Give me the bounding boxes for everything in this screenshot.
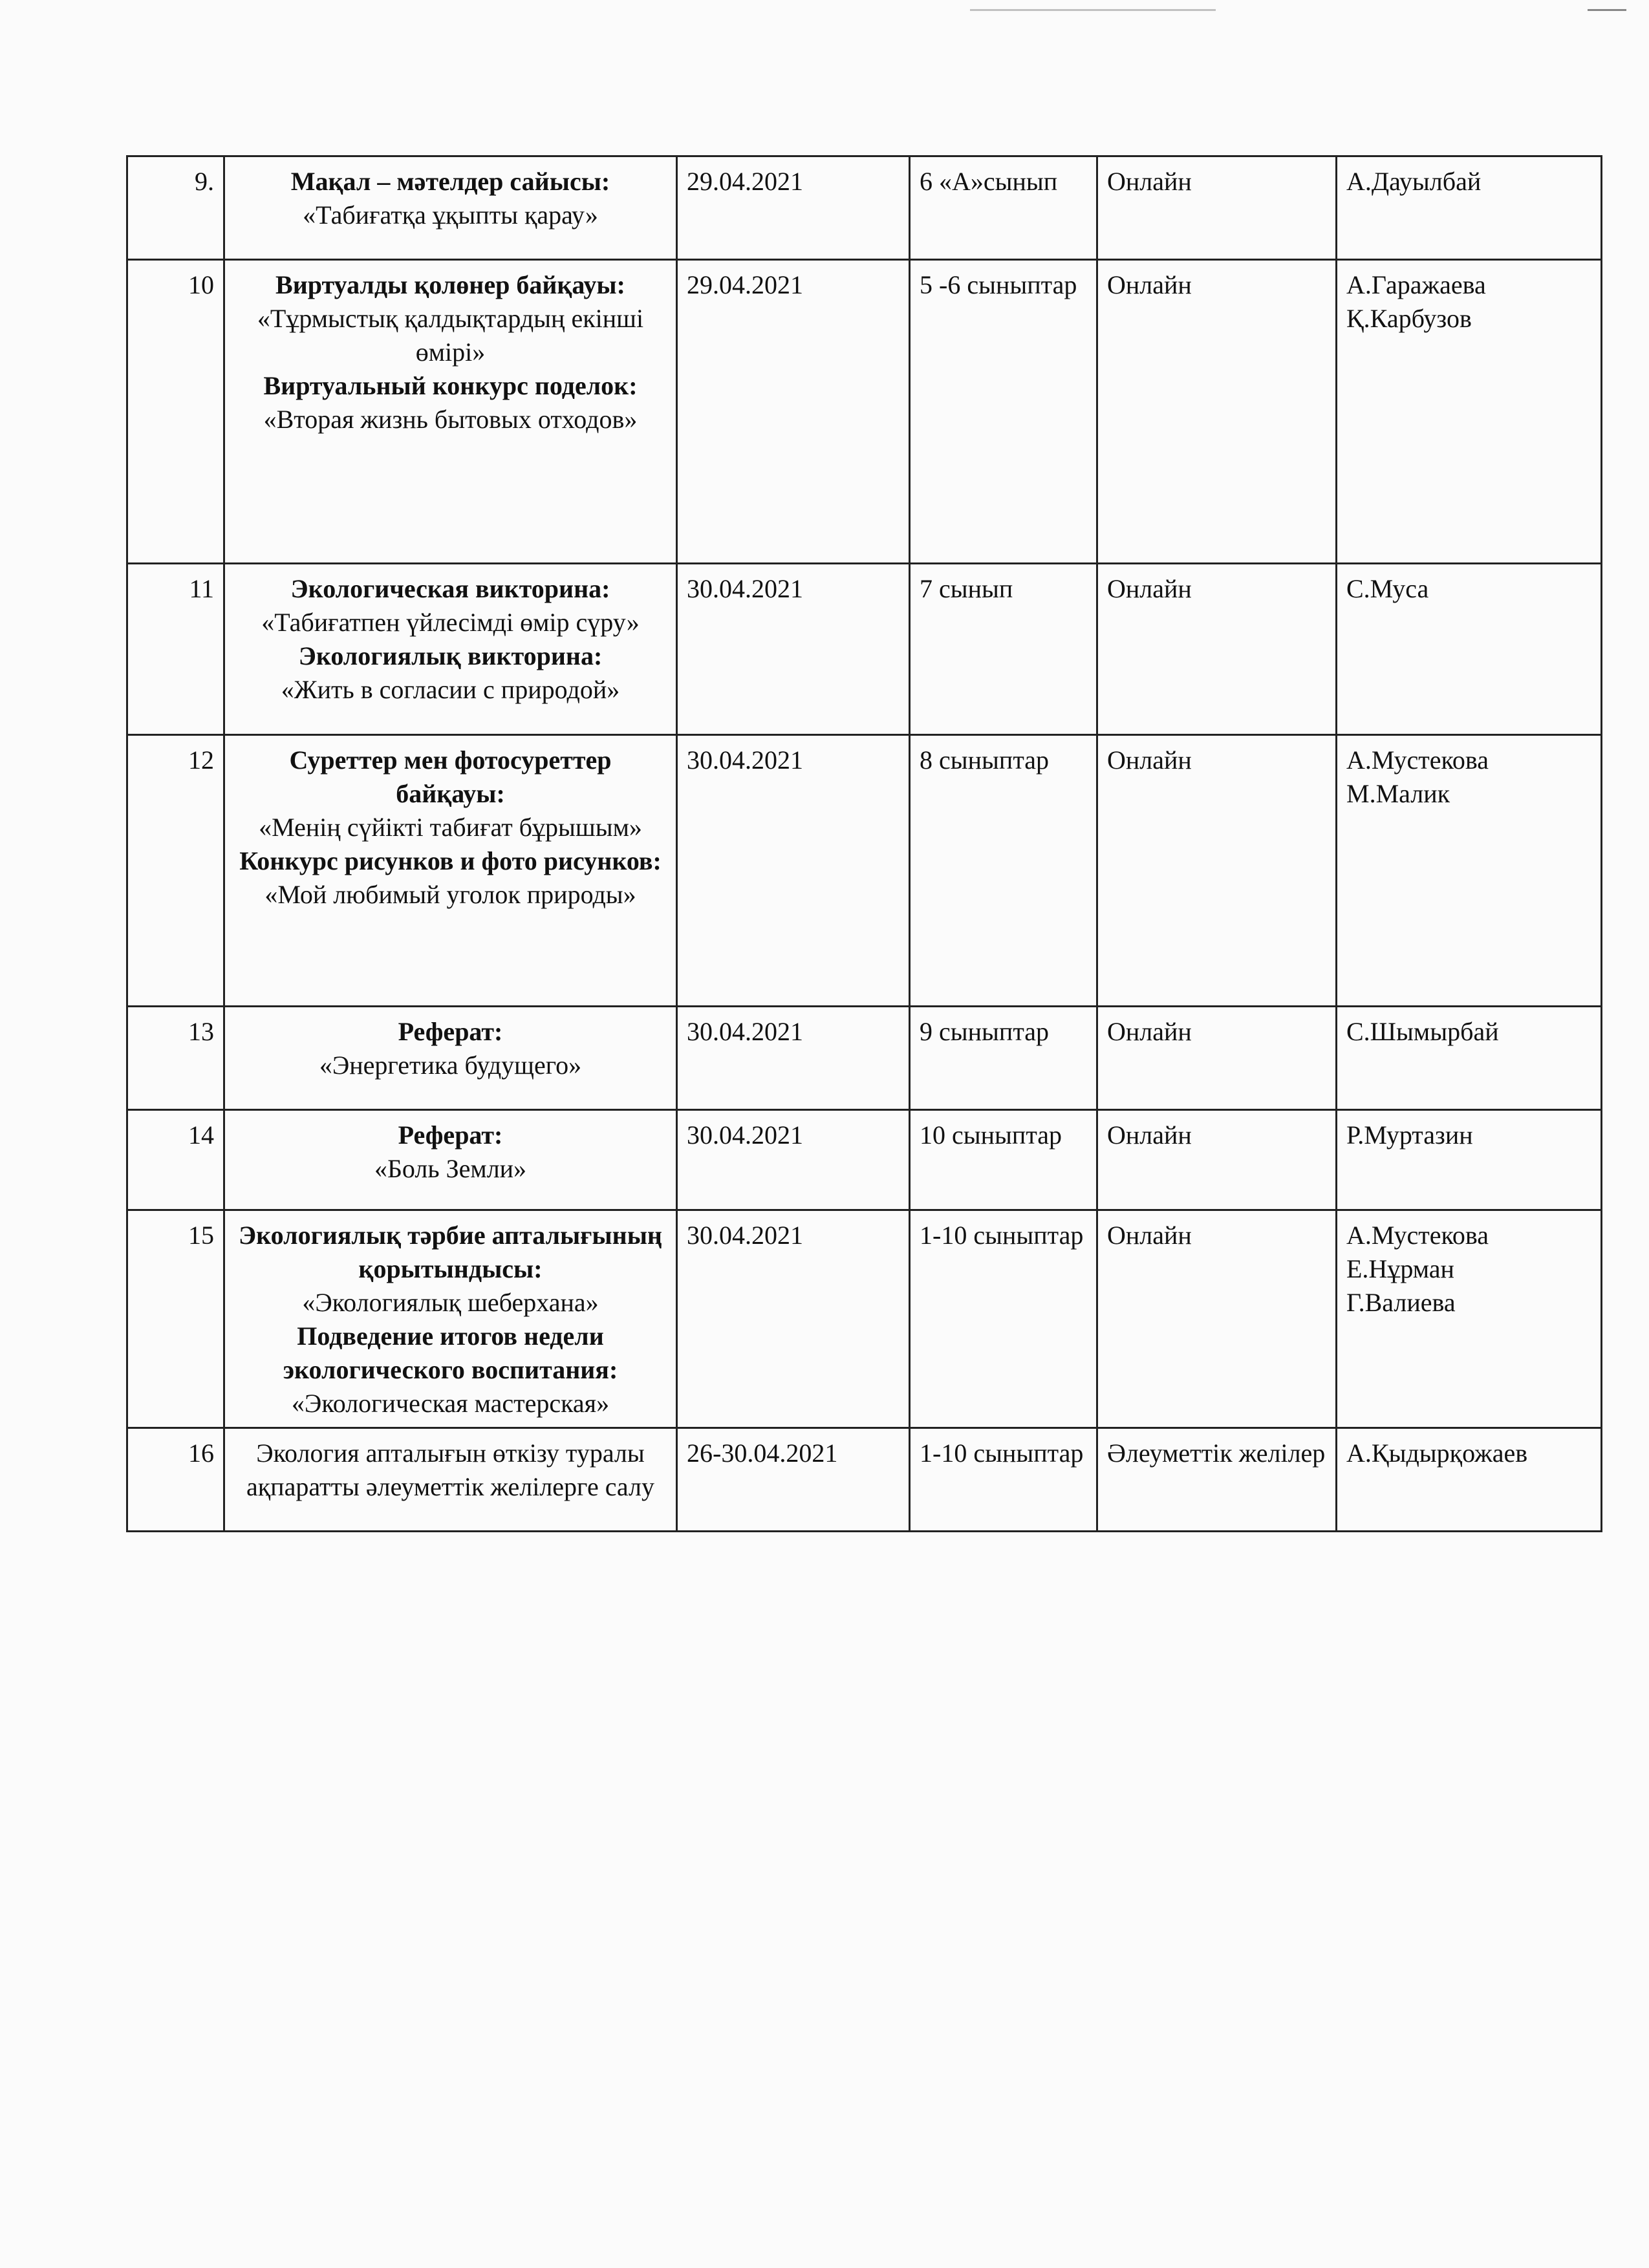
event-date: 30.04.2021 [687,1120,803,1150]
table-row [127,1210,1602,1428]
event-classes-cell [910,1110,1097,1210]
event-classes-cell [910,564,1097,735]
event-date: 30.04.2021 [687,1221,803,1250]
event-date-cell [677,1210,910,1428]
responsible-person: Г.Валиева [1346,1288,1456,1317]
event-title-cell [224,735,677,1007]
row-number: 16 [188,1439,214,1468]
row-number: 12 [188,745,214,775]
responsible-person: А.Қыдырқожаев [1346,1439,1528,1468]
event-date: 30.04.2021 [687,574,803,603]
event-heading: Виртуальный конкурс поделок: [263,371,638,400]
event-subtitle: «Менің сүйікті табиғат бұрышым» [259,813,642,842]
event-responsible-cell [1337,1007,1602,1110]
event-subtitle: «Тұрмыстық қалдықтардың екінші өмірі» [257,304,644,367]
event-responsible-cell [1337,564,1602,735]
event-date-cell [677,156,910,260]
event-subtitle: «Мой любимый уголок природы» [264,880,636,909]
event-format: Әлеуметтік желілер [1107,1439,1326,1468]
row-number-cell [127,564,224,735]
event-heading: Виртуалды қолөнер байқауы: [275,270,625,299]
event-responsible-cell [1337,1110,1602,1210]
event-classes-cell [910,1210,1097,1428]
responsible-person: Е.Нұрман [1346,1254,1454,1283]
event-responsible-cell [1337,1210,1602,1428]
event-date: 29.04.2021 [687,167,803,196]
event-title-cell [224,260,677,564]
table-row [127,735,1602,1007]
event-subtitle: «Жить в согласии с природой» [281,675,620,704]
scan-artifact [1588,9,1626,11]
event-format-cell [1097,156,1337,260]
event-date-cell [677,260,910,564]
event-date: 30.04.2021 [687,1017,803,1046]
event-format: Онлайн [1107,1017,1192,1046]
event-format: Онлайн [1107,1221,1192,1250]
event-heading: Реферат: [398,1017,503,1046]
event-subtitle: «Экологиялық шеберхана» [302,1288,599,1317]
responsible-person: С.Шымырбай [1346,1017,1499,1046]
event-format-cell [1097,1007,1337,1110]
event-title-cell [224,1007,677,1110]
event-heading: Экологическая викторина: [290,574,610,603]
event-subtitle: «Табиғатпен үйлесімді өмір сүру» [261,608,640,637]
event-classes-cell [910,735,1097,1007]
responsible-person: А.Гаражаева [1346,270,1486,299]
table-row [127,1110,1602,1210]
responsible-person: Р.Муртазин [1346,1120,1473,1150]
event-classes: 7 сынып [920,574,1013,603]
event-classes-cell [910,1007,1097,1110]
event-subtitle: «Энергетика будущего» [319,1051,582,1080]
event-subtitle: Экология апталығын өткізу туралы ақпаратты әлеуметтік желілерге салу [246,1439,654,1501]
event-heading: Экологиялық викторина: [298,641,603,670]
row-number: 15 [188,1221,214,1250]
event-heading: Конкурс рисунков и фото рисунков: [239,846,662,875]
table-row [127,260,1602,564]
responsible-person: Қ.Карбузов [1346,304,1472,333]
event-subtitle: «Табиғатқа ұқыпты қарау» [303,200,598,230]
responsible-person: А.Дауылбай [1346,167,1482,196]
event-date-cell [677,1428,910,1532]
event-title-cell [224,1210,677,1428]
event-heading: Реферат: [398,1120,503,1150]
responsible-person: С.Муса [1346,574,1429,603]
event-format-cell [1097,1428,1337,1532]
event-format-cell [1097,735,1337,1007]
row-number: 14 [188,1120,214,1150]
event-classes-cell [910,1428,1097,1532]
responsible-person: А.Мустекова [1346,1221,1489,1250]
event-title-cell [224,1428,677,1532]
row-number-cell [127,1210,224,1428]
event-heading: Суреттер мен фотосуреттер байқауы: [289,745,612,808]
event-classes: 5 -6 сыныптар [920,270,1077,299]
event-responsible-cell [1337,260,1602,564]
event-date: 29.04.2021 [687,270,803,299]
row-number-cell [127,156,224,260]
row-number: 10 [188,270,214,299]
event-subtitle: «Вторая жизнь бытовых отходов» [263,405,638,434]
event-classes-cell [910,156,1097,260]
row-number-cell [127,1428,224,1532]
event-classes: 6 «А»сынып [920,167,1058,196]
event-date: 30.04.2021 [687,745,803,775]
event-format: Онлайн [1107,574,1192,603]
event-responsible-cell [1337,1428,1602,1532]
events-table [126,155,1602,1532]
events-table-body [127,156,1602,1532]
row-number: 9. [195,167,214,196]
event-responsible-cell [1337,735,1602,1007]
event-format: Онлайн [1107,1120,1192,1150]
event-title-cell [224,564,677,735]
row-number: 11 [189,574,214,603]
event-format-cell [1097,1110,1337,1210]
event-format-cell [1097,1210,1337,1428]
event-heading: Мақал – мәтелдер сайысы: [290,167,610,196]
event-format-cell [1097,260,1337,564]
row-number-cell [127,1007,224,1110]
table-row [127,156,1602,260]
event-classes: 10 сыныптар [920,1120,1062,1150]
event-format-cell [1097,564,1337,735]
event-subtitle: «Экологическая мастерская» [291,1389,610,1418]
event-heading: Экологиялық тәрбие апталығының қорытындысы: [239,1221,662,1283]
event-date-cell [677,1110,910,1210]
event-date-cell [677,1007,910,1110]
event-classes-cell [910,260,1097,564]
table-row [127,1007,1602,1110]
event-format: Онлайн [1107,745,1192,775]
responsible-person: М.Малик [1346,779,1450,808]
scan-artifact [970,9,1216,11]
event-classes: 8 сыныптар [920,745,1050,775]
event-heading: Подведение итогов недели экологического воспитания: [283,1321,618,1384]
row-number-cell [127,1110,224,1210]
event-date: 26-30.04.2021 [687,1439,838,1468]
event-format: Онлайн [1107,167,1192,196]
table-row [127,564,1602,735]
responsible-person: А.Мустекова [1346,745,1489,775]
row-number-cell [127,260,224,564]
event-classes: 9 сыныптар [920,1017,1050,1046]
event-title-cell [224,156,677,260]
event-date-cell [677,564,910,735]
table-row [127,1428,1602,1532]
row-number-cell [127,735,224,1007]
event-classes: 1-10 сыныптар [920,1221,1084,1250]
event-title-cell [224,1110,677,1210]
event-classes: 1-10 сыныптар [920,1439,1084,1468]
row-number: 13 [188,1017,214,1046]
event-responsible-cell [1337,156,1602,260]
event-format: Онлайн [1107,270,1192,299]
event-date-cell [677,735,910,1007]
event-subtitle: «Боль Земли» [374,1154,527,1183]
